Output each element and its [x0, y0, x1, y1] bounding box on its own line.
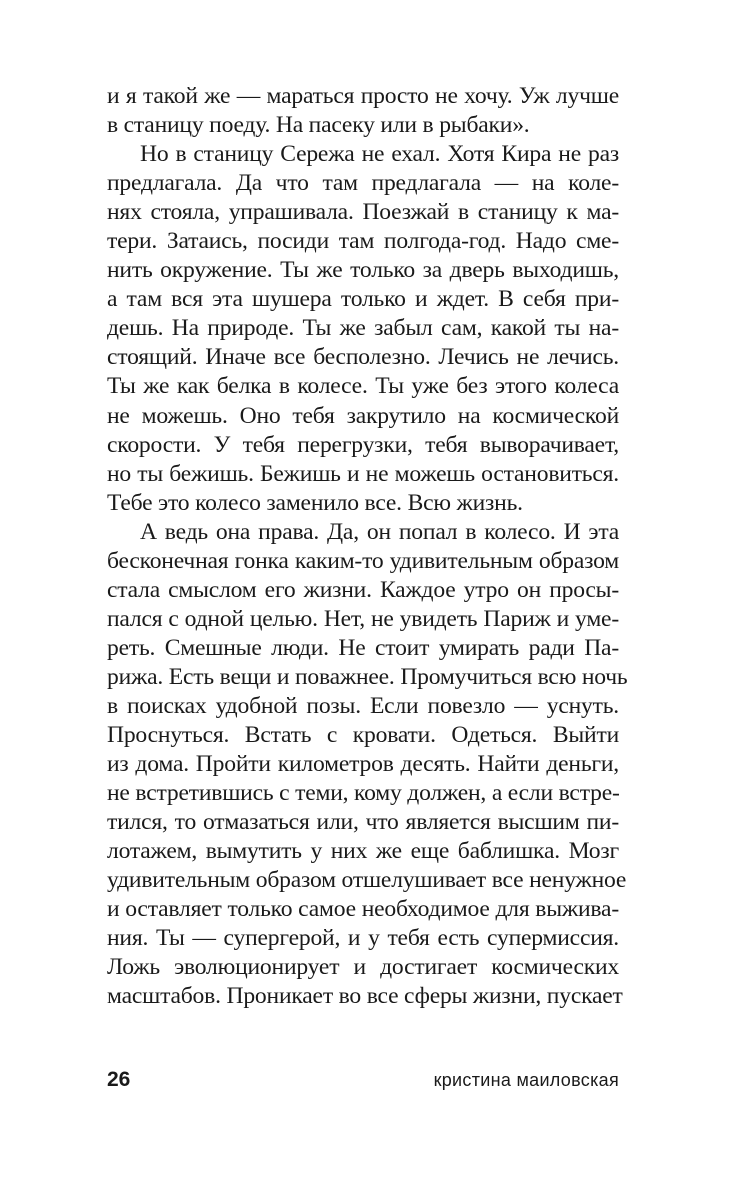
text-line: нить окружение. Ты же только за дверь выходишь, — [107, 257, 619, 284]
text-line: рижа. Есть вещи и поважнее. Промучиться всю ночь — [107, 663, 628, 690]
text-line: стала смыслом его жизни. Каждое утро он просы- — [107, 576, 619, 603]
text-line: стоящий. Иначе все бесполезно. Лечись не лечись. — [107, 344, 619, 371]
page-footer — [107, 1065, 619, 1095]
text-line: Тебе это колесо заменило все. Всю жизнь. — [107, 489, 523, 516]
text-line: Ложь эволюционирует и достигает космических — [107, 954, 619, 981]
text-line: масштабов. Проникает во все сферы жизни, пускает — [107, 983, 623, 1010]
text-line: из дома. Пройти километров десять. Найти деньги, — [107, 751, 619, 778]
text-line: нях стояла, упрашивала. Поезжай в станицу к ма- — [107, 199, 619, 226]
running-title: кристина маиловская — [433, 1070, 619, 1090]
text-line: и я такой же — мараться просто не хочу. Уж лучше — [107, 83, 619, 109]
text-line: удивительным образом отшелушивает все ненужное — [107, 867, 627, 894]
text-line: в станицу поеду. На пасеку или в рыбаки». — [107, 112, 530, 139]
text-line: пался с одной целью. Нет, не увидеть Париж и уме- — [107, 605, 619, 632]
text-line: Но в станицу Сережа не ехал. Хотя Кира не раз — [140, 141, 619, 168]
text-line: но ты бежишь. Бежишь и не можешь остановиться. — [107, 460, 619, 487]
text-line: дешь. На природе. Ты же забыл сам, какой ты на- — [107, 315, 619, 342]
text-line: А ведь она права. Да, он попал в колесо. И эта — [140, 518, 619, 545]
text-line: реть. Смешные люди. Не стоит умирать ради Па- — [107, 634, 619, 661]
text-line: бесконечная гонка каким-то удивительным образом — [107, 547, 619, 574]
text-line: в поисках удобной позы. Если повезло — уснуть. — [107, 692, 619, 719]
text-line: тился, то отмазаться или, что является высшим пи- — [107, 809, 619, 836]
text-line: скорости. У тебя перегрузки, тебя выворачивает, — [107, 431, 619, 458]
text-line: тери. Затаись, посиди там полгода-год. Надо сме- — [107, 228, 619, 255]
text-line: не встретившись с теми, кому должен, а если встре- — [107, 780, 620, 807]
text-line: а там вся эта шушера только и ждет. В себя при- — [107, 286, 619, 313]
text-line: предлагала. Да что там предлагала — на коле- — [107, 170, 619, 197]
page-number: 26 — [107, 1068, 131, 1091]
text-line: Ты же как белка в колесе. Ты уже без этого колеса — [107, 373, 619, 400]
text-line: лотажем, вымутить у них же еще баблишка. Мозг — [107, 838, 619, 865]
text-line: и оставляет только самое необходимое для выжива- — [107, 896, 619, 923]
body-text — [107, 82, 628, 1012]
text-line: не можешь. Оно тебя закрутило на космической — [107, 402, 619, 429]
text-line: Проснуться. Встать с кровати. Одеться. Выйти — [107, 722, 619, 749]
text-line: ния. Ты — супергерой, и у тебя есть супермиссия. — [107, 925, 619, 952]
